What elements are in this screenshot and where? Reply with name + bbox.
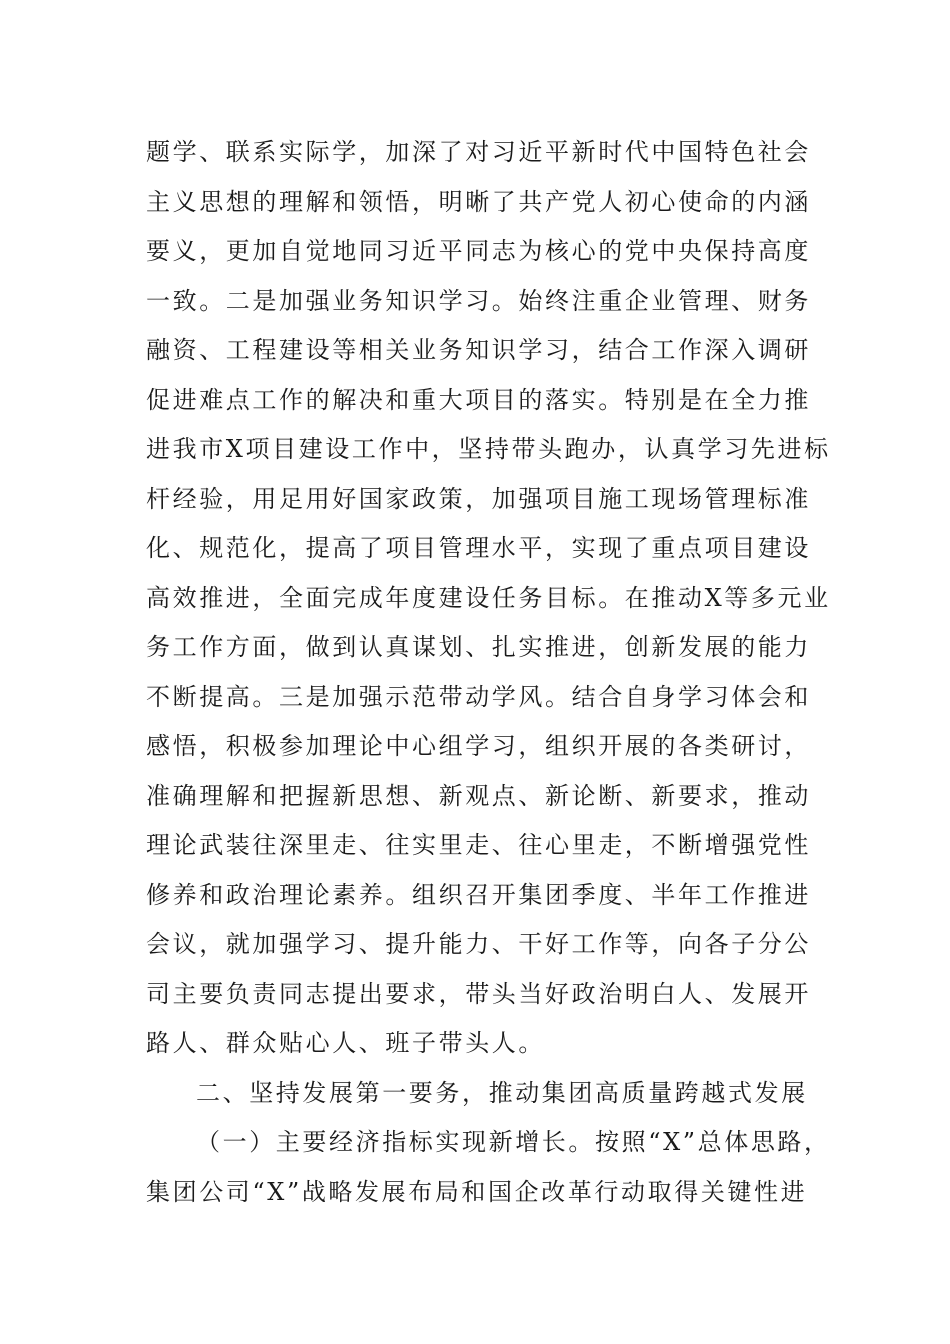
- text-line: 准确理解和把握新思想、新观点、新论断、新要求，推动: [146, 781, 811, 810]
- text-line: 主义思想的理解和领悟，明晰了共产党人初心使命的内涵: [146, 187, 811, 216]
- text-line: 修养和政治理论素养。组织召开集团季度、半年工作推进: [146, 880, 811, 909]
- text-line: 杆经验，用足用好国家政策，加强项目施工现场管理标准: [146, 484, 811, 513]
- text-line: 题学、联系实际学，加深了对习近平新时代中国特色社会: [146, 138, 811, 166]
- text-line: 进我市X项目建设工作中，坚持带头跑办，认真学习先进标: [146, 435, 831, 463]
- text-line: 化、规范化，提高了项目管理水平，实现了重点项目建设: [146, 534, 811, 562]
- text-line: 路人、群众贴心人、班子带头人。: [146, 1029, 545, 1057]
- text-line: 感悟，积极参加理论中心组学习，组织开展的各类研讨，: [146, 732, 811, 760]
- text-line: 务工作方面，做到认真谋划、扎实推进，创新发展的能力: [146, 633, 811, 661]
- text-line: 促进难点工作的解决和重大项目的落实。特别是在全力推: [146, 385, 811, 414]
- text-line: 集团公司“X”战略发展布局和国企改革行动取得关键性进: [146, 1177, 808, 1206]
- text-line: 高效推进，全面完成年度建设任务目标。在推动X等多元业: [146, 583, 831, 612]
- text-line: 不断提高。三是加强示范带动学风。结合自身学习体会和: [146, 682, 811, 711]
- text-line: 要义，更加自觉地同习近平同志为核心的党中央保持高度: [146, 237, 811, 265]
- subsection-heading: （一）主要经济指标实现新增长。按照“X”总体思路，: [196, 1128, 831, 1156]
- text-line: 融资、工程建设等相关业务知识学习，结合工作深入调研: [146, 336, 811, 364]
- text-line: 理论武装往深里走、往实里走、往心里走，不断增强党性: [146, 831, 811, 859]
- text-line: 司主要负责同志提出要求，带头当好政治明白人、发展开: [146, 979, 811, 1008]
- text-line: 会议，就加强学习、提升能力、干好工作等，向各子分公: [146, 930, 811, 958]
- section-heading: 二、坚持发展第一要务，推动集团高质量跨越式发展: [196, 1078, 808, 1107]
- body-text: [146, 128, 831, 1217]
- text-line: 一致。二是加强业务知识学习。始终注重企业管理、财务: [146, 286, 811, 315]
